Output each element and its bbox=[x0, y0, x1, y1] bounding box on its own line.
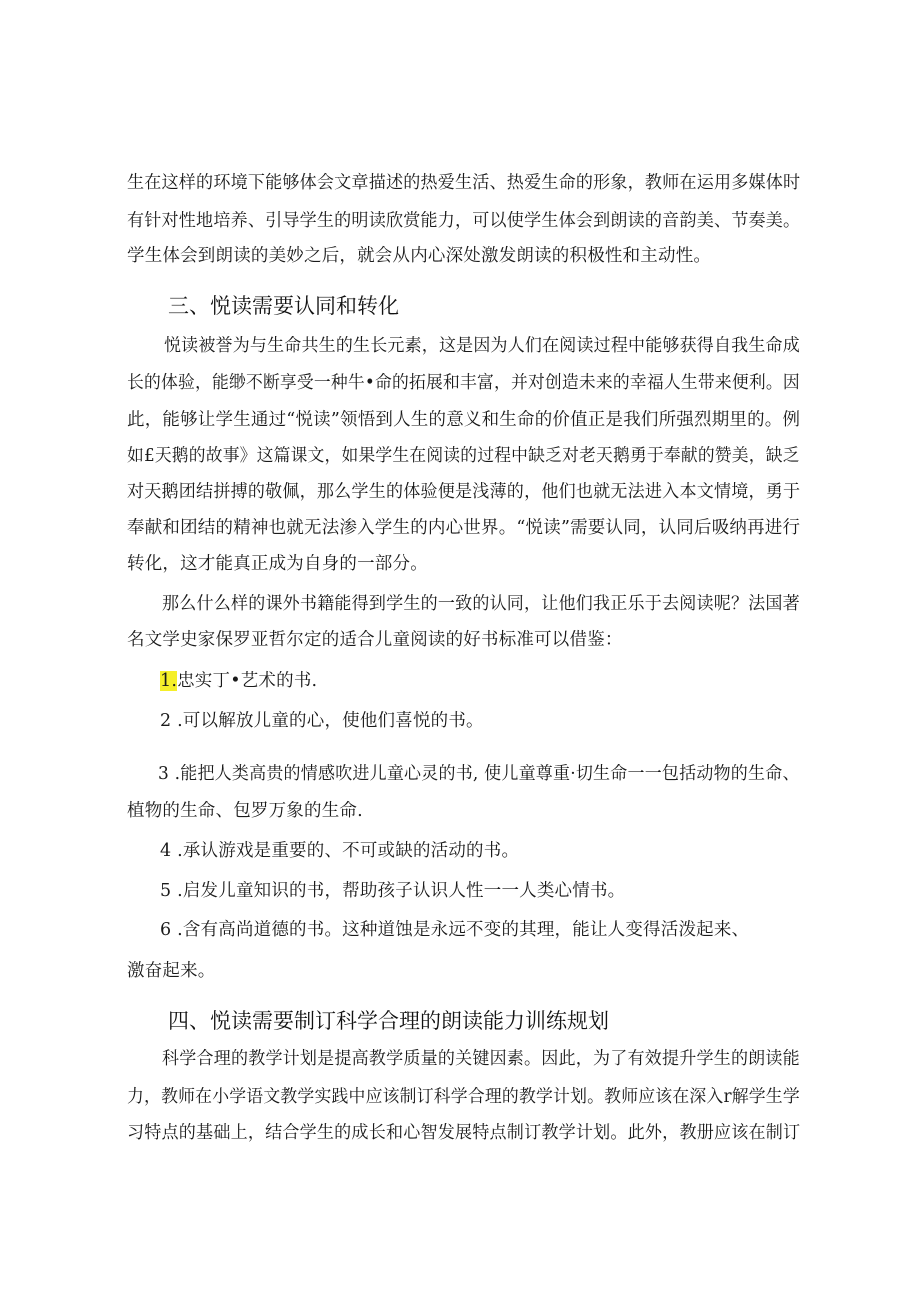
list-item-5: 5 .启发儿童知识的书，帮助孩子认识人性一一人类心情书。 bbox=[160, 881, 626, 901]
section-4-para1-line-2: 力，教师在小学语文教学实践中应该制订科学合理的教学计划。教师应该在深入r解学生学 bbox=[127, 1087, 800, 1107]
section-4-para1-line-1: 科学合理的教学计划是提高教学质量的关键因素。因此，为了有效提升学生的朗读能 bbox=[162, 1049, 800, 1069]
section-3-para1-line-2: 长的体验，能缈不断享受一种牛•命的拓展和丰富，并对创造未来的幸福人生带来便利。因 bbox=[127, 373, 800, 393]
section-3-para1-line-1: 悦读被誉为与生命共生的生长元素，这是因为人们在阅读过程中能够获得自我生命成 bbox=[164, 336, 800, 356]
section-3-para1-line-3: 此，能够让学生通过“悦读”领悟到人生的意义和生命的价值正是我们所强烈期里的。例 bbox=[127, 410, 801, 430]
section-3-heading: 三、悦读需要认同和转化 bbox=[168, 294, 399, 318]
list-item-6-line-2: 激奋起来。 bbox=[127, 961, 216, 981]
list-item-3-line-2: 植物的生命、包罗万象的生命. bbox=[127, 801, 363, 821]
list-item-2: 2 .可以解放儿童的心，使他们喜悦的书。 bbox=[160, 711, 484, 731]
section-3-para1-line-4: 如£天鹅的故事》这篇课文，如果学生在阅读的过程中缺乏对老天鹅勇于奉献的赞美，缺乏 bbox=[127, 446, 800, 466]
section-3-para1-line-5: 对天鹅团结拼搏的敬佩，那么学生的体验便是浅薄的，他们也就无法进入本文情境，勇于 bbox=[127, 482, 801, 502]
list-item-4: 4 .承认游戏是重要的、不可或缺的活动的书。 bbox=[160, 841, 520, 861]
section-3-para2-line-1: 那么什么样的课外书籍能得到学生的一致的认同，让他们我正乐于去阅读呢？法国著 bbox=[162, 594, 800, 614]
list-item-3-line-1: 3 .能把人类高贵的情感吹进儿童心灵的书, 使儿童尊重·切生命一一包括动物的生命、 bbox=[158, 764, 800, 784]
intro-line-2: 有针对性地培养、引导学生的明读欣赏能力，可以使学生体会到朗读的音韵美、节奏美。 bbox=[127, 211, 801, 231]
section-3-para1-line-7: 转化，这才能真正成为自身的一部分。 bbox=[127, 554, 428, 574]
list-item-1 bbox=[160, 670, 317, 692]
section-3-para1-line-6: 奉献和团结的精神也就无法渗入学生的内心世界。“悦读”需要认同，认同后吸纳再进行 bbox=[127, 518, 801, 538]
list-item-6-line-1: 6 .含有高尚道德的书。这种道蚀是永远不变的其理，能让人变得活泼起来、 bbox=[160, 920, 750, 940]
section-3-para2-line-2: 名文学史家保罗亚哲尔定的适合儿童阅读的好书标准可以借鉴： bbox=[127, 630, 623, 650]
intro-line-3: 学生体会到朗读的美妙之后，就会从内心深处激发朗读的积极性和主动性。 bbox=[127, 246, 712, 266]
section-4-heading: 四、悦读需要制订科学合理的朗读能力训练规划 bbox=[168, 1009, 609, 1033]
intro-line-1: 生在这样的环境下能够体会文章描述的热爱生活、热爱生命的形象，教师在运用多媒体时 bbox=[127, 173, 801, 193]
section-4-para1-line-3: 习特点的基础上，结合学生的成长和心智发展特点制订教学计划。此外，教册应该在制订 bbox=[127, 1123, 801, 1143]
list-item-1-number: 1. bbox=[160, 671, 178, 691]
list-item-1-text: 忠实丁•艺术的书. bbox=[177, 671, 318, 691]
